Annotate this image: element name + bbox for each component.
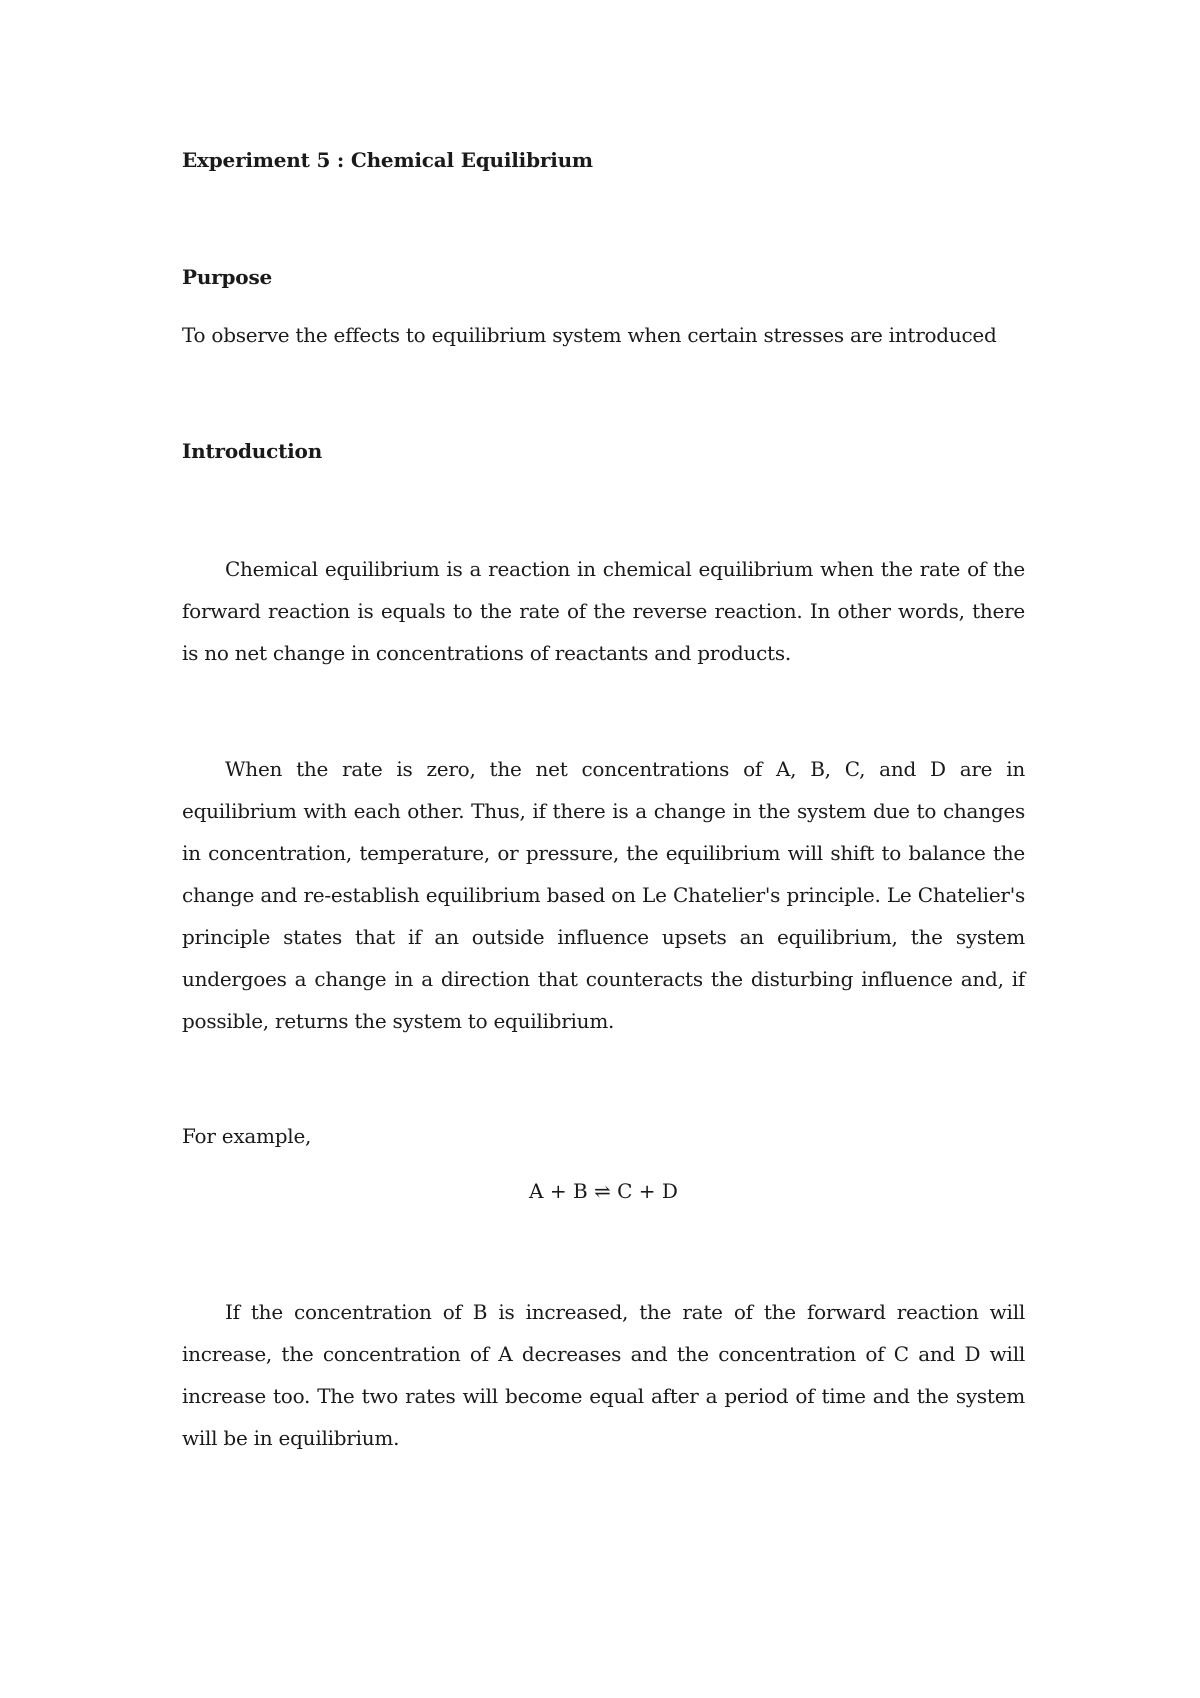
reaction-equation: A + B ⇌ C + D <box>529 1179 678 1203</box>
intro-paragraph-example: If the concentration of B is increased, the rate of the forward reaction will increase, the concentration of A decreases and the concentration of C and D will increase too. The two rates will become equal after a period of time and the system will be in equilibrium. <box>182 1300 1025 1450</box>
document-title: Experiment 5 : Chemical Equilibrium <box>182 148 593 172</box>
intro-paragraph-definition: Chemical equilibrium is a reaction in chemical equilibrium when the rate of the forward reaction is equals to the rate of the reverse reaction. In other words, there is no net change in concentrations of reactants and products. <box>182 557 1025 665</box>
introduction-heading: Introduction <box>182 439 323 463</box>
intro-paragraph-le-chatelier: When the rate is zero, the net concentrations of A, B, C, and D are in equilibrium with each other. Thus, if there is a change in the system due to changes in concentration, temperature, or pressure, the equilibrium will shift to balance the change and re-establish equilibrium based on Le Chatelier's principle. Le Chatelier's principle states that if an outside influence upsets an equilibrium, the system undergoes a change in a direction that counteracts the disturbing influence and, if possible, returns the system to equilibrium. <box>182 757 1025 1033</box>
purpose-text: To observe the effects to equilibrium system when certain stresses are introduced <box>182 323 997 347</box>
example-label: For example, <box>182 1124 312 1148</box>
purpose-heading: Purpose <box>182 265 273 289</box>
